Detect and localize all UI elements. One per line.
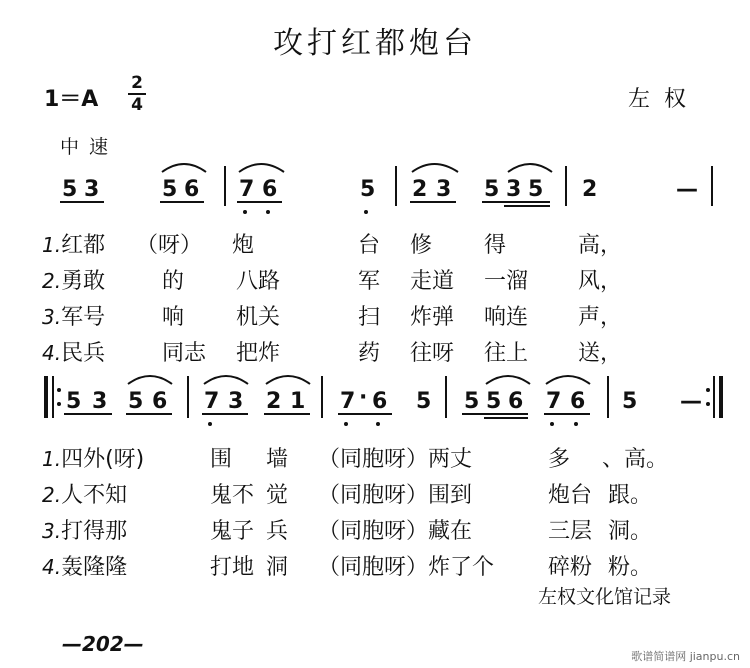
composer-name: 左权: [628, 87, 701, 112]
note: 7: [340, 389, 356, 414]
lyric-seg: 碎粉: [548, 555, 593, 580]
lyric-seg: 得: [484, 233, 507, 258]
lyric-seg: 跟。: [608, 483, 653, 508]
note: 5: [162, 177, 178, 202]
note: 2: [412, 177, 428, 202]
note-dot: ·: [359, 385, 368, 410]
lyric-seg: 八路: [236, 269, 281, 294]
lyric-seg: 粉。: [608, 555, 653, 580]
lyric-seg: （同胞呀）围到: [318, 483, 473, 508]
note: 6: [372, 389, 388, 414]
lyric-seg: 军: [358, 269, 381, 294]
lyric-seg: 三层: [548, 519, 593, 544]
lyric-seg: 炮: [232, 233, 255, 258]
lyric-seg: 兵: [266, 519, 289, 544]
lyric-line-2: 2.人不知: [42, 483, 128, 508]
lyric-seg: 风，: [578, 269, 623, 294]
note: 6: [570, 389, 586, 414]
lyric-seg: 的: [162, 269, 185, 294]
lyric-seg: 往呀: [410, 341, 455, 366]
lyric-line-3: 3.军号: [42, 305, 106, 330]
lyric-seg: （同胞呀）藏在: [318, 519, 473, 544]
lyric-line-4: 4.轰隆隆: [42, 555, 128, 580]
note: 6: [184, 177, 200, 202]
lyric-line-3: 3.打得那: [42, 519, 128, 544]
note: 7: [546, 389, 562, 414]
lyric-seg: 台: [358, 233, 381, 258]
note: 5: [486, 389, 502, 414]
lyric-line-2: 2.勇敢: [42, 269, 106, 294]
page-number: —202—: [62, 632, 144, 656]
watermark: 歌谱简谱网 jianpu.cn: [631, 650, 740, 663]
lyric-seg: （呀）: [136, 233, 203, 258]
lyric-line-1: 1.红都: [42, 233, 106, 258]
lyric-seg: 修: [410, 233, 433, 258]
note: 5: [62, 177, 78, 202]
lyric-seg: （同胞呀）炸了个: [318, 555, 495, 580]
lyric-line-4: 4.民兵: [42, 341, 106, 366]
lyric-seg: 走道: [410, 269, 455, 294]
lyric-seg: 多: [548, 447, 571, 472]
note: 2: [582, 177, 598, 202]
meter-top: 2: [131, 73, 143, 93]
key-signature: 1＝A: [44, 87, 99, 112]
note: 5: [360, 177, 376, 202]
note: 2: [266, 389, 282, 414]
note: 7: [239, 177, 255, 202]
lyric-seg: 一溜: [484, 269, 529, 294]
lyric-seg: 高，: [578, 233, 623, 258]
note: 1: [290, 389, 306, 414]
note: 6: [152, 389, 168, 414]
note: 5: [528, 177, 544, 202]
page-title: 攻打红都炮台: [273, 26, 477, 61]
lyric-seg: 觉: [266, 483, 289, 508]
note: 5: [66, 389, 82, 414]
note: 5: [464, 389, 480, 414]
dash: —: [680, 389, 702, 414]
lyric-seg: 往上: [484, 341, 529, 366]
lyric-seg: 扫: [358, 305, 381, 330]
note: 3: [92, 389, 108, 414]
note: 6: [262, 177, 278, 202]
lyric-seg: 鬼子: [210, 519, 255, 544]
lyric-seg: 炸弹: [410, 305, 455, 330]
note: 3: [228, 389, 244, 414]
note: 3: [436, 177, 452, 202]
note: 3: [84, 177, 100, 202]
note: 6: [508, 389, 524, 414]
lyric-seg: 声，: [578, 305, 623, 330]
lyric-seg: 药: [358, 341, 381, 366]
lyric-seg: 围: [210, 447, 233, 472]
lyric-seg: 把炸: [236, 341, 281, 366]
note: 3: [506, 177, 522, 202]
dash: —: [676, 177, 698, 202]
lyric-seg: 洞。: [608, 519, 653, 544]
lyric-line-1: 1.四外(呀): [42, 447, 145, 472]
verse-2-block: [0, 442, 750, 582]
verse-1-block: [0, 228, 750, 368]
meter-bottom: 4: [131, 95, 143, 115]
note: 5: [622, 389, 638, 414]
lyric-seg: 响: [162, 305, 185, 330]
note: 5: [416, 389, 432, 414]
note: 5: [484, 177, 500, 202]
tempo-marking: 中速: [60, 136, 119, 158]
time-signature: [128, 74, 146, 114]
note: 5: [128, 389, 144, 414]
credit-line: 左权文化馆记录: [538, 586, 672, 608]
notation-line-2: [0, 364, 750, 434]
lyric-seg: （同胞呀）两丈: [318, 447, 473, 472]
lyric-seg: 响连: [484, 305, 529, 330]
lyric-seg: 机关: [236, 305, 281, 330]
lyric-seg: 炮台: [548, 483, 593, 508]
note: 7: [204, 389, 220, 414]
lyric-seg: 、高。: [602, 447, 669, 472]
lyric-seg: 洞: [266, 555, 289, 580]
notation-line-1: [0, 150, 750, 220]
lyric-seg: 同志: [162, 341, 207, 366]
lyric-seg: 鬼不: [210, 483, 255, 508]
lyric-seg: 墙: [266, 447, 289, 472]
lyric-seg: 送，: [578, 341, 623, 366]
lyric-seg: 打地: [210, 555, 255, 580]
